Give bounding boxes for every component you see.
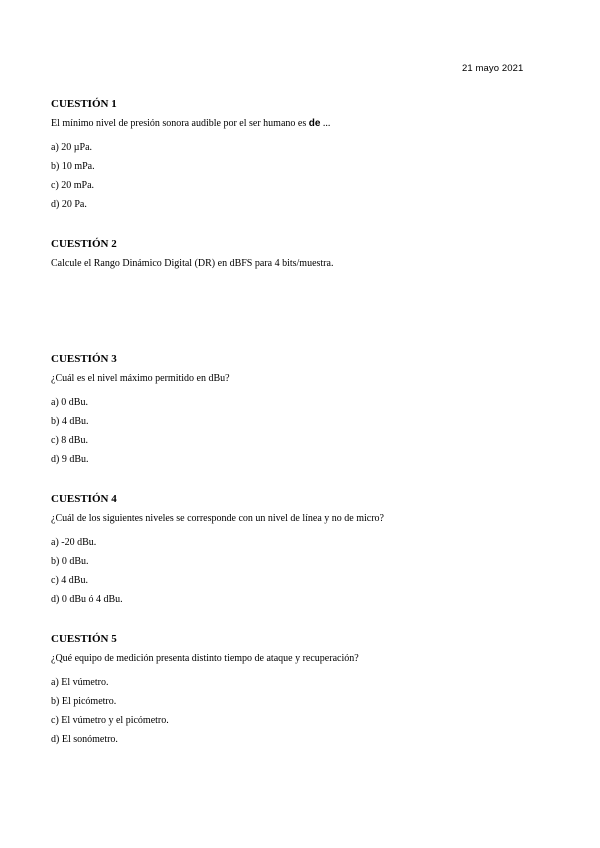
question-4-title: CUESTIÓN 4: [51, 493, 117, 505]
question-4-option-d: d) 0 dBu ó 4 dBu.: [51, 594, 123, 605]
question-3-option-c: c) 8 dBu.: [51, 435, 88, 446]
question-1-options: [51, 141, 551, 211]
question-3-text: ¿Cuál es el nivel máximo permitido en dBu?: [51, 373, 230, 384]
question-5-option-d: d) El sonómetro.: [51, 734, 118, 745]
question-1-option-d: d) 20 Pa.: [51, 199, 87, 210]
question-5-option-c: c) El vúmetro y el picómetro.: [51, 715, 169, 726]
question-1-text-start: El mínimo nivel de presión sonora audible por el ser humano es: [51, 118, 309, 129]
question-4-option-c: c) 4 dBu.: [51, 575, 88, 586]
question-1-option-a: a) 20 µPa.: [51, 142, 93, 153]
question-3-option-d: d) 9 dBu.: [51, 454, 89, 465]
question-1-text: [51, 117, 551, 130]
question-1-option-c: c) 20 mPa.: [51, 180, 95, 191]
question-4: [51, 493, 551, 612]
question-5-option-a: a) El vúmetro.: [51, 677, 109, 688]
question-2-text: Calcule el Rango Dinámico Digital (DR) en dBFS para 4 bits/muestra.: [51, 258, 334, 269]
question-4-text: ¿Cuál de los siguientes niveles se corresponde con un nivel de línea y no de micro?: [51, 513, 384, 524]
question-3-option-a: a) 0 dBu.: [51, 397, 88, 408]
question-3-option-b: b) 4 dBu.: [51, 416, 89, 427]
question-4-option-b: b) 0 dBu.: [51, 556, 89, 567]
question-3-title: CUESTIÓN 3: [51, 353, 117, 365]
question-2: [51, 238, 551, 281]
question-3: [51, 353, 551, 472]
question-1-text-end: ...: [320, 118, 331, 129]
question-1: [51, 98, 551, 217]
question-4-options: [51, 536, 551, 606]
question-5-option-b: b) El picómetro.: [51, 696, 117, 707]
question-1-title: CUESTIÓN 1: [51, 98, 117, 110]
question-5-options: [51, 676, 551, 746]
document-date: 21 mayo 2021: [462, 63, 524, 74]
question-3-options: [51, 396, 551, 466]
question-1-text-emphasis: de: [308, 118, 321, 129]
question-2-title: CUESTIÓN 2: [51, 238, 117, 250]
question-5-title: CUESTIÓN 5: [51, 633, 117, 645]
question-5: [51, 633, 551, 752]
question-5-text: ¿Qué equipo de medición presenta distinto tiempo de ataque y recuperación?: [51, 653, 359, 664]
question-4-option-a: a) -20 dBu.: [51, 537, 97, 548]
question-1-option-b: b) 10 mPa.: [51, 161, 95, 172]
